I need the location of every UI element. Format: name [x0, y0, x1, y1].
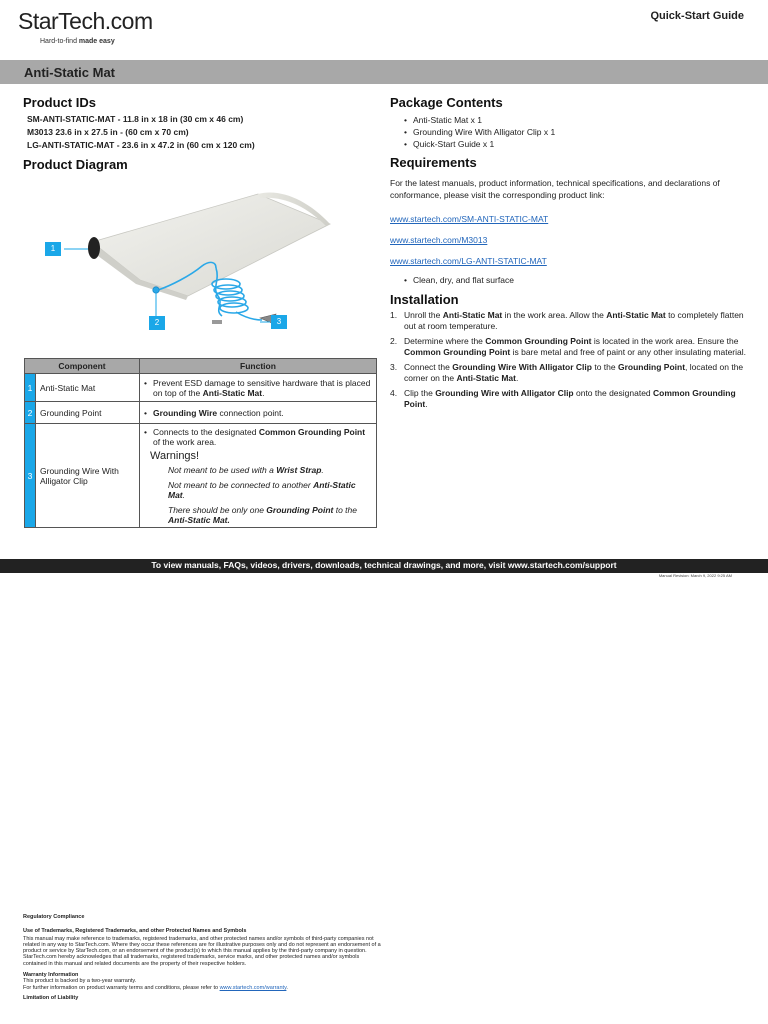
- component-name: Anti-Static Mat: [36, 374, 140, 402]
- requirement-item: • Clean, dry, and flat surface: [404, 274, 750, 286]
- table-row: [25, 424, 377, 528]
- trademarks-title: Use of Trademarks, Registered Trademarks, and other Protected Names and Symbols: [23, 928, 247, 935]
- product-link-sm[interactable]: www.startech.com/SM-ANTI-STATIC-MAT: [390, 214, 549, 224]
- warranty-line-1: This product is backed by a two-year warranty.: [23, 978, 137, 985]
- component-function: • Prevent ESD damage to sensitive hardware that is placed on top of the Anti-Static Mat.: [140, 374, 377, 402]
- right-column: [390, 95, 750, 410]
- product-id-item: LG-ANTI-STATIC-MAT - 23.6 in x 47.2 in (60 cm x 120 cm): [27, 140, 255, 150]
- brand-tagline: Hard-to-find made easy: [40, 38, 115, 45]
- column-header-component: Component: [25, 359, 140, 374]
- installation-step: 4. Clip the Grounding Wire with Alligator Clip onto the designated Common Grounding Point.: [390, 388, 736, 409]
- package-item: • Grounding Wire With Alligator Clip x 1: [404, 126, 750, 138]
- product-link-lg[interactable]: www.startech.com/LG-ANTI-STATIC-MAT: [390, 256, 547, 266]
- installation-step: 3. Connect the Grounding Wire With Alligator Clip to the Grounding Point, located on the corner on the Anti-Static Mat.: [390, 362, 744, 383]
- component-table: [24, 358, 377, 528]
- component-name: Grounding Wire With Alligator Clip: [36, 424, 140, 528]
- callout-1-badge: 1: [45, 242, 61, 256]
- table-row: [25, 374, 377, 402]
- legal-section: [23, 914, 383, 1001]
- warranty-line-2: For further information on product warranty terms and conditions, please refer to www.startech.com/warranty.: [23, 984, 288, 991]
- support-footer-text: To view manuals, FAQs, videos, drivers, downloads, technical drawings, and more, visit www.startech.com/support: [151, 560, 617, 570]
- product-diagram: [40, 180, 340, 340]
- product-ids-heading: Product IDs: [23, 95, 96, 110]
- component-name: Grounding Point: [36, 402, 140, 424]
- requirements-heading: Requirements: [390, 155, 477, 170]
- table-row: [25, 402, 377, 424]
- row-number: 2: [25, 402, 36, 424]
- requirements-text: For the latest manuals, product information, technical specifications, and declarations of conformance, please visit the corresponding product link:: [390, 178, 720, 200]
- warnings-title: Warnings!: [150, 449, 200, 462]
- component-function: • Connects to the designated Common Grounding Point of the work area. Warnings! Not meant to be used with a Wrist Strap. Not meant to be connected to another Anti-Static Mat. There should be only one Grounding Point to the Anti-Static Mat.: [140, 424, 377, 528]
- warranty-title: Warranty Information: [23, 972, 79, 979]
- product-link-m3013[interactable]: www.startech.com/M3013: [390, 235, 488, 245]
- row-number: 1: [25, 374, 36, 402]
- trademarks-text: This manual may make reference to trademarks, registered trademarks, and other protected names and/or symbols of third-party companies not related in any way to StarTech.com. Where they occur these references are for illustrative purposes only and do not represent an endorsement of a product or service by StarTech.com, or an endorsement of the product(s) to which this manual applies by the third-party company in question. StarTech.com hereby acknowledges that all trademarks, registered trademarks, service marks, and other protected names and/or symbols contained in this manual and related documents are the property of their respective holders.: [23, 935, 381, 967]
- component-function: • Grounding Wire connection point.: [140, 402, 377, 424]
- warranty-link[interactable]: www.startech.com/warranty: [219, 984, 287, 991]
- product-ids-section: [23, 95, 373, 152]
- warning-item: Not meant to be connected to another Anti-Static Mat.: [168, 479, 356, 500]
- product-id-item: M3013 23.6 in x 27.5 in - (60 cm x 70 cm): [27, 127, 189, 137]
- title-bar: [0, 60, 768, 84]
- regulatory-compliance-title: Regulatory Compliance: [23, 914, 85, 920]
- document-type: Quick-Start Guide: [650, 10, 744, 22]
- brand-logo: StarTech.com: [18, 8, 153, 34]
- package-item: • Quick-Start Guide x 1: [404, 138, 750, 150]
- installation-heading: Installation: [390, 292, 459, 307]
- table-header-row: [25, 359, 377, 374]
- callout-2-badge: 2: [149, 316, 165, 330]
- callout-3-badge: 3: [271, 315, 287, 329]
- manual-revision: Manual Revision: March 9, 2022 9:25 AM: [658, 573, 732, 578]
- product-id-item: SM-ANTI-STATIC-MAT - 11.8 in x 18 in (30 cm x 46 cm): [27, 114, 244, 124]
- installation-step: 2. Determine where the Common Grounding Point is located in the work area. Ensure the Common Grounding Point is bare metal and free of paint or any other insulating material.: [390, 336, 747, 357]
- page-title: Anti-Static Mat: [24, 65, 115, 80]
- row-number: 3: [25, 424, 36, 528]
- package-contents-heading: Package Contents: [390, 95, 503, 110]
- support-footer-bar: [0, 559, 768, 573]
- anti-static-mat-illustration: [40, 180, 340, 340]
- product-diagram-heading: Product Diagram: [23, 157, 128, 172]
- warning-item: Not meant to be used with a Wrist Strap.: [168, 464, 324, 475]
- column-header-function: Function: [140, 359, 377, 374]
- package-item: • Anti-Static Mat x 1: [404, 114, 750, 126]
- warning-item: There should be only one Grounding Point to the Anti-Static Mat.: [168, 504, 357, 525]
- liability-title: Limitation of Liability: [23, 994, 79, 1001]
- installation-step: 1. Unroll the Anti-Static Mat in the work area. Allow the Anti-Static Mat to completely flatten out at room temperature.: [390, 310, 744, 331]
